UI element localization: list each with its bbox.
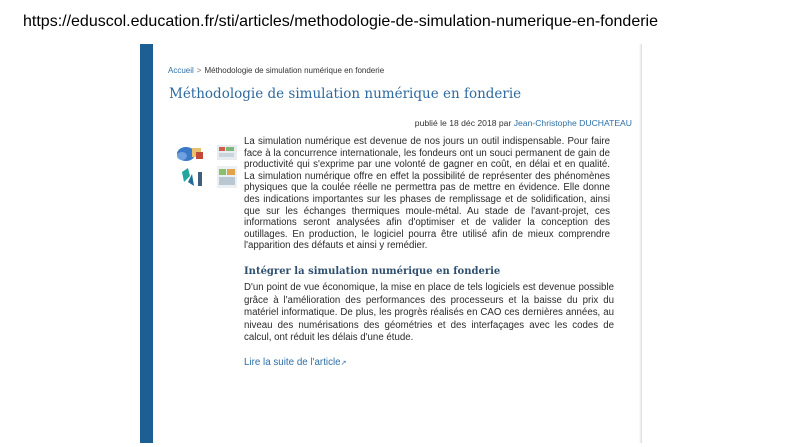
section-heading: Intégrer la simulation numérique en fonderie [244, 266, 501, 277]
page-edge-shadow [639, 44, 642, 443]
page-title: Méthodologie de simulation numérique en fonderie [169, 86, 522, 102]
read-more-label: Lire la suite de l'article [244, 357, 341, 368]
simulation-thumbnail [172, 142, 240, 194]
publication-date: publié le 18 déc 2018 par [414, 118, 512, 128]
section-paragraph: D'un point de vue économique, la mise en place de tels logiciels est devenue possible grâce à l'amélioration des performances des processeurs et la baisse du prix du matériel informatique. De plus, les progrès réalisés en CAO ces dernières années, au niveau des numérisations des géométries et des interfaçages avec les codes de calcul, ont réduit les délais d'une étude. [244, 282, 614, 344]
read-more-link[interactable] [244, 357, 347, 368]
sidebar-stripe [140, 44, 153, 443]
breadcrumb-separator: > [196, 66, 202, 75]
breadcrumb-current: Méthodologie de simulation numérique en fonderie [204, 66, 385, 75]
breadcrumb [168, 66, 384, 75]
article-screenshot [140, 44, 642, 443]
external-link-icon: ↗ [340, 360, 347, 367]
url-caption: https://eduscol.education.fr/sti/articles/methodologie-de-simulation-numerique-en-fonderie [23, 13, 658, 30]
article-intro: La simulation numérique est devenue de nos jours un outil indispensable. Pour faire face à la concurrence internationale, les fondeurs ont un souci permanent de gain de productivité qui s'exprime par une volonté de gagner en coût, en délai et en qualité. La simulation numérique offre en effet la possibilité de représenter des phénomènes physiques que la coulée réelle ne permettra pas de mettre en évidence. Elle donne des indications importantes sur les phases de remplissage et de solidification, ainsi que sur les échanges thermiques moule-métal. Au stade de l'avant-projet, ces informations seront analysées afin d'optimiser et de valider la conception des outillages. En production, le logiciel pourra être utilisé afin de mieux comprendre l'apparition des défauts et ainsi y remédier. [244, 136, 610, 252]
publication-info [415, 118, 632, 128]
author-link[interactable]: Jean-Christophe DUCHATEAU [513, 118, 632, 128]
breadcrumb-home-link[interactable]: Accueil [168, 66, 194, 75]
